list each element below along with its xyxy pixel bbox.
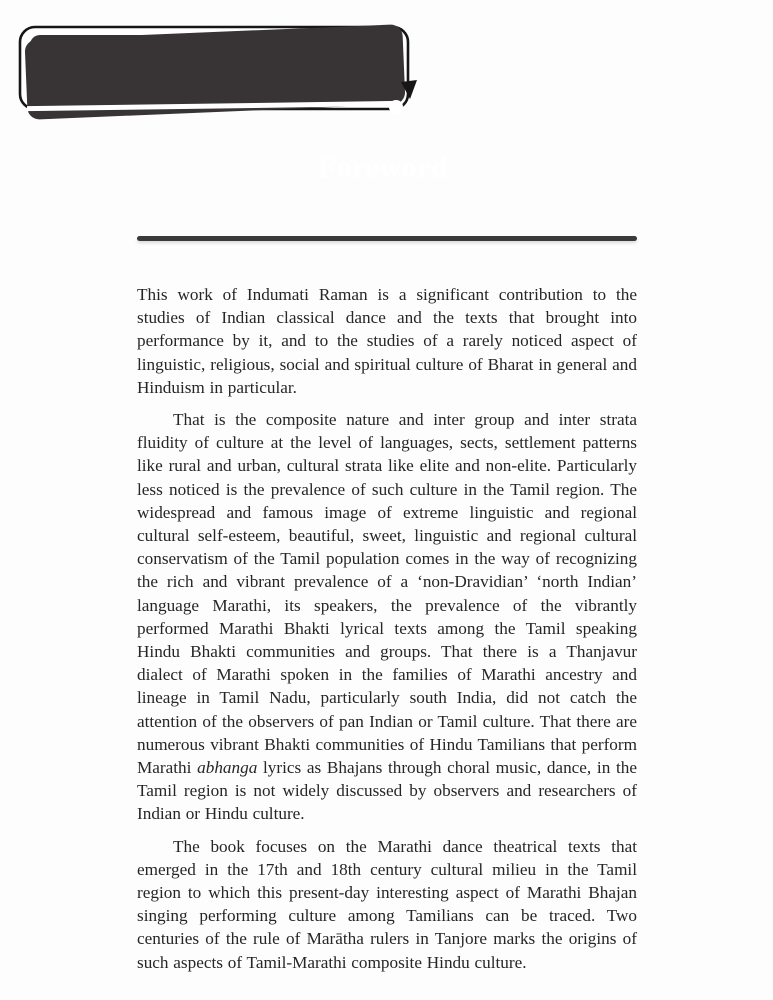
paragraph: [137, 283, 637, 399]
text-segment: The book focuses on the Marathi dance theatrical texts that emerged in the 17th and 18th century cultural milieu in the Tamil region to which this present-day interesting aspect of Marathi Bhajan singing performing culture among Tamilians can be traced. Two centuries of the rule of Marātha rulers in Tanjore marks the origins of such aspects of Tamil-Marathi composite Hindu culture.: [137, 836, 637, 972]
paragraph: [137, 835, 637, 974]
foreword-text: [137, 283, 637, 974]
page-title: Foreword: [317, 151, 449, 184]
foreword-banner: [0, 0, 773, 240]
italic-term: abhanga: [197, 758, 258, 778]
text-segment: That is the composite nature and inter group and inter strata fluidity of culture at the level of languages, sects, settlement patterns like rural and urban, cultural strata like elite and non-elite. Particularly less noticed is the prevalence of such culture in the Tamil region. The widespread and famous image of extreme linguistic and regional cultural self-esteem, beautiful, sweet, linguistic and regional cultural conservatism of the Tamil population comes in the way of recognizing the rich and vibrant prevalence of a ‘non-Dravidian’ ‘north Indian’ language Marathi, its speakers, the prevalence of the vibrantly performed Marathi Bhakti lyrical texts among the Tamil speaking Hindu Bhakti communities and groups. That there is a Thanjavur dialect of Marathi spoken in the families of Marathi ancestry and lineage in Tamil Nadu, particularly south India, did not catch the attention of the observers of pan Indian or Tamil culture. That there are numerous vibrant Bhakti communities of Hindu Tamilians that perform Marathi: [137, 410, 637, 778]
paragraph: [137, 408, 637, 826]
banner-graphic: [0, 0, 430, 140]
banner-stripe-dot: [389, 100, 403, 114]
text-segment: This work of Indumati Raman is a significant contribution to the studies of Indian classical dance and the texts that brought into performance by it, and to the studies of a rarely noticed aspect of linguistic, religious, social and spiritual culture of Bharat in general and Hinduism in particular.: [137, 285, 637, 397]
text-segment: lyrics as Bhajans through choral music, dance, in the Tamil region is not widely discussed by observers and researchers of Indian or Hindu culture.: [137, 758, 637, 824]
paragraphs-container: [137, 283, 637, 974]
section-divider-rule: [137, 236, 637, 241]
banner-main-box: [30, 35, 396, 105]
